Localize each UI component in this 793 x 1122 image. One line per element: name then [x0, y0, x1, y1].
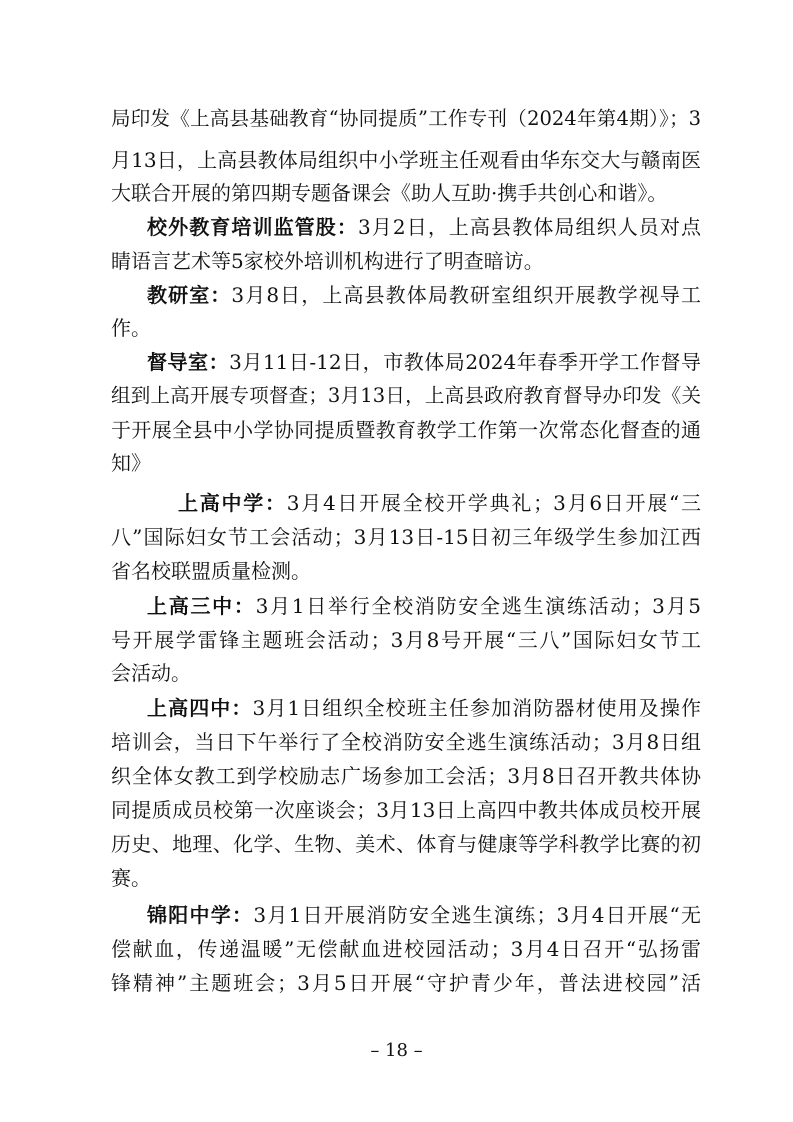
paragraph-line: 历史、地理、化学、生物、美术、体育与健康等学科教学比赛的初: [111, 832, 701, 856]
paragraph-line: 赛。: [111, 866, 151, 890]
page-number: – 18 –: [370, 1040, 423, 1061]
paragraph-line: 会活动。: [111, 661, 191, 685]
paragraph-line: 锦阳中学：3月1日开展消防安全逃生演练；3月4日开展“无: [147, 903, 702, 927]
paragraph-line: 上高中学：3月4日开展全校开学典礼；3月6日开展“三: [178, 491, 702, 515]
paragraph-line: 督导室：3月11日-12日，市教体局2024年春季开学工作督导: [147, 350, 702, 374]
paragraph-line: 知》: [111, 451, 151, 475]
paragraph-line: 培训会，当日下午举行了全校消防安全逃生演练活动；3月8日组: [111, 730, 701, 754]
paragraph-line: 织全体女教工到学校励志广场参加工会活；3月8日召开教共体协: [111, 764, 701, 788]
paragraph-line: 于开展全县中小学协同提质暨教育教学工作第一次常态化督查的通: [111, 418, 701, 442]
paragraph-line: 大联合开展的第四期专题备课会《助人互助·携手共创心和谐》。: [111, 181, 668, 205]
paragraph-line: 作。: [111, 316, 151, 340]
paragraph-line: 同提质成员校第一次座谈会；3月13日上高四中教共体成员校开展: [111, 798, 701, 822]
section-lead: 校外教育培训监管股：: [147, 215, 358, 239]
section-lead: 上高三中：: [147, 594, 256, 618]
paragraph-line: 偿献血，传递温暖”无偿献血进校园活动；3月4日召开“弘扬雷: [111, 937, 701, 961]
paragraph-line: 校外教育培训监管股：3月2日，上高县教体局组织人员对点: [147, 215, 702, 239]
paragraph-line: 号开展学雷锋主题班会活动；3月8号开展“三八”国际妇女节工: [111, 628, 701, 652]
section-lead: 教研室：: [147, 283, 232, 307]
section-lead: 上高四中：: [147, 696, 253, 720]
paragraph-line: 省名校联盟质量检测。: [111, 559, 311, 583]
paragraph-line: 教研室：3月8日，上高县教体局教研室组织开展教学视导工: [147, 283, 702, 307]
paragraph-line: 睛语言艺术等5家校外培训机构进行了明查暗访。: [111, 249, 544, 273]
paragraph-line: 月13日，上高县教体局组织中小学班主任观看由华东交大与赣南医: [111, 148, 701, 172]
section-lead: 上高中学：: [178, 491, 287, 515]
section-lead: 锦阳中学：: [147, 903, 254, 927]
paragraph-line: 组到上高开展专项督查；3月13日，上高县政府教育督导办印发《关: [111, 384, 701, 407]
paragraph-line: 上高三中：3月1日举行全校消防安全逃生演练活动；3月5: [147, 594, 701, 618]
paragraph-line: 八”国际妇女节工会活动；3月13日-15日初三年级学生参加江西: [111, 525, 701, 549]
paragraph-line: 局印发《上高县基础教育“协同提质”工作专刊（2024年第4期）》；3: [111, 107, 701, 130]
section-lead: 督导室：: [147, 350, 230, 374]
paragraph-line: 锋精神”主题班会；3月5日开展“守护青少年，普法进校园”活: [111, 971, 701, 995]
paragraph-line: 上高四中：3月1日组织全校班主任参加消防器材使用及操作: [147, 696, 702, 720]
